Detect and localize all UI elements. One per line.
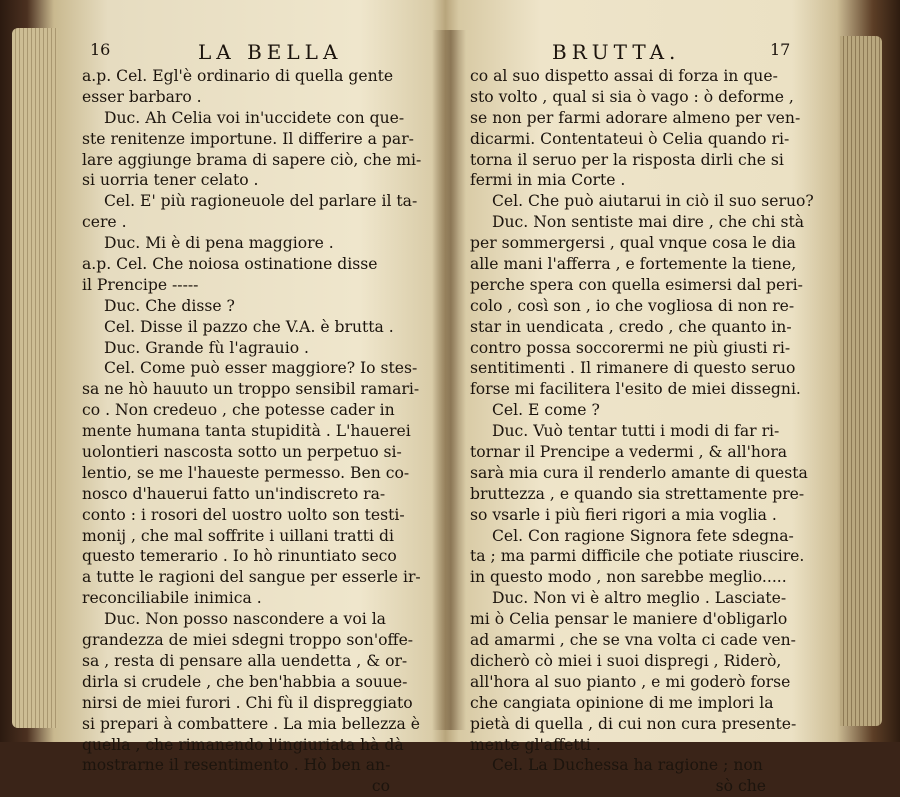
text-line: reconciliabile inimica .	[82, 589, 262, 608]
text-line: esser barbaro .	[82, 87, 202, 106]
text-line: Duc. Che disse ?	[104, 296, 235, 315]
text-line: nosco d'hauerui fatto un'indiscreto ra-	[82, 484, 386, 503]
text-line: so vsarle i più fieri rigori a mia voglia .	[470, 505, 777, 524]
text-line: mostrarne il resentimento . Hò ben an-	[82, 756, 391, 775]
text-line: colo , così son , io che vogliosa di non re-	[470, 296, 795, 315]
text-line: ste renitenze importune. Il differire a par-	[82, 129, 414, 148]
text-line: fermi in mia Corte .	[470, 171, 626, 190]
text-line: conto : i rosori del uostro uolto son testi-	[82, 505, 405, 524]
right-catchword: sò che	[715, 777, 766, 796]
text-line: Duc. Non vi è altro meglio . Lasciate-	[492, 589, 787, 608]
text-line: a.p. Cel. Egl'è ordinario di quella gente	[82, 67, 394, 85]
text-line: Duc. Non posso nascondere a voi la	[104, 610, 386, 629]
text-line: Duc. Ah Celia voi in'uccidete con que-	[104, 108, 405, 127]
text-line: questo temerario . Io hò rinuntiato seco	[82, 547, 397, 566]
text-line: per sommergersi , qual vnque cosa le dia	[470, 234, 796, 253]
text-line: ta ; ma parmi difficile che potiate riuscire.	[470, 547, 805, 566]
text-line: grandezza de miei sdegni troppo son'offe-	[82, 631, 414, 650]
text-line: lare aggiunge brama di sapere ciò, che mi-	[82, 150, 422, 169]
text-line: se non per farmi adorare almeno per ven-	[470, 108, 801, 127]
text-line: quella , che rimanendo l'ingiuriata hà dà	[82, 735, 404, 754]
text-line: alle mani l'afferra , e fortemente la tiene,	[470, 255, 797, 274]
text-line: Cel. E come ?	[492, 401, 600, 420]
text-line: Duc. Vuò tentar tutti i modi di far ri-	[492, 422, 780, 441]
left-page	[82, 40, 430, 796]
right-page	[470, 40, 814, 796]
right-text-block	[470, 66, 814, 776]
left-running-title: LA BELLA	[198, 40, 343, 64]
text-line: Cel. Disse il pazzo che V.A. è brutta .	[104, 317, 394, 336]
text-line: Cel. E' più ragioneuole del parlare il ta-	[104, 192, 418, 211]
text-line: star in uendicata , credo , che quanto in-	[470, 317, 792, 336]
text-line: dicherò cò miei i suoi dispregi , Riderò,	[470, 651, 782, 670]
text-line: mente gl'affetti .	[470, 735, 601, 754]
text-line: lentio, se me l'haueste permesso. Ben co-	[82, 463, 410, 482]
text-line: nirsi de miei furori . Chi fù il dispreggiato	[82, 693, 413, 712]
text-line: bruttezza , e quando sia strettamente pre-	[470, 484, 805, 503]
text-line: a tutte le ragioni del sangue per esserle ir-	[82, 568, 421, 587]
text-line: sa , resta di pensare alla uendetta , & or-	[82, 651, 408, 670]
text-line: Duc. Grande fù l'agrauio .	[104, 338, 310, 357]
text-line: si prepari à combattere . La mia bellezza è	[82, 714, 421, 733]
text-line: co . Non credeuo , che potesse cader in	[82, 401, 395, 420]
text-line: Cel. Che può aiutarui in ciò il suo seruo?	[492, 192, 814, 211]
text-line: ad amarmi , che se vna volta ci cade ven-	[470, 631, 796, 650]
text-line: cere .	[82, 213, 127, 232]
text-line: mi ò Celia pensar le maniere d'obligarlo	[470, 610, 788, 629]
text-line: sarà mia cura il renderlo amante di questa	[470, 463, 808, 482]
text-line: monij , che mal soffrite i uillani tratti di	[82, 526, 394, 545]
text-line: tornar il Prencipe a vedermi , & all'hora	[470, 443, 788, 462]
text-line: sto volto , qual si sia ò vago : ò deforme ,	[470, 87, 794, 106]
left-page-edges	[12, 28, 58, 728]
text-line: uolontieri nascosta sotto un perpetuo si-	[82, 443, 402, 462]
text-line: sentitimenti . Il rimanere di questo seruo	[470, 359, 796, 378]
text-line: si uorria tener celato .	[82, 171, 259, 190]
left-catchword: co	[371, 777, 390, 796]
text-line: il Prencipe -----	[82, 275, 199, 294]
text-line: in questo modo , non sarebbe meglio.....	[470, 568, 787, 587]
text-line: dicarmi. Contentateui ò Celia quando ri-	[470, 129, 790, 148]
left-running-head	[82, 40, 430, 66]
right-running-head	[470, 40, 810, 66]
text-line: Duc. Mi è di pena maggiore .	[104, 234, 334, 253]
left-text-block	[82, 66, 430, 776]
text-line: Duc. Non sentiste mai dire , che chi stà	[492, 213, 805, 232]
text-line: contro possa soccorermi ne più giusti ri-	[470, 338, 791, 357]
text-line: a.p. Cel. Che noiosa ostinatione disse	[82, 255, 378, 274]
text-line: Cel. La Duchessa ha ragione ; non	[492, 756, 763, 775]
left-page-number: 16	[90, 40, 111, 59]
text-line: dirla si crudele , che ben'habbia a souue-	[82, 672, 408, 691]
text-line: mente humana tanta stupidità . L'hauerei	[82, 422, 411, 441]
text-line: all'hora al suo pianto , e mi goderò forse	[470, 672, 791, 691]
right-running-title: BRUTTA.	[552, 40, 681, 64]
text-line: Cel. Come può esser maggiore? Io stes-	[104, 359, 418, 378]
right-page-edges	[840, 36, 882, 726]
book-gutter	[432, 30, 466, 730]
text-line: che cangiata opinione di me implori la	[470, 693, 774, 712]
text-line: perche spera con quella esimersi dal peri-	[470, 275, 803, 294]
text-line: forse mi facilitera l'esito de miei dissegni.	[470, 380, 801, 399]
text-line: Cel. Con ragione Signora fete sdegna-	[492, 526, 794, 545]
right-page-number: 17	[770, 40, 791, 59]
text-line: sa ne hò hauuto un troppo sensibil ramari-	[82, 380, 420, 399]
text-line: torna il seruo per la risposta dirli che si	[470, 150, 784, 169]
text-line: pietà di quella , di cui non cura presente-	[470, 714, 797, 733]
text-line: co al suo dispetto assai di forza in que-	[470, 67, 778, 85]
